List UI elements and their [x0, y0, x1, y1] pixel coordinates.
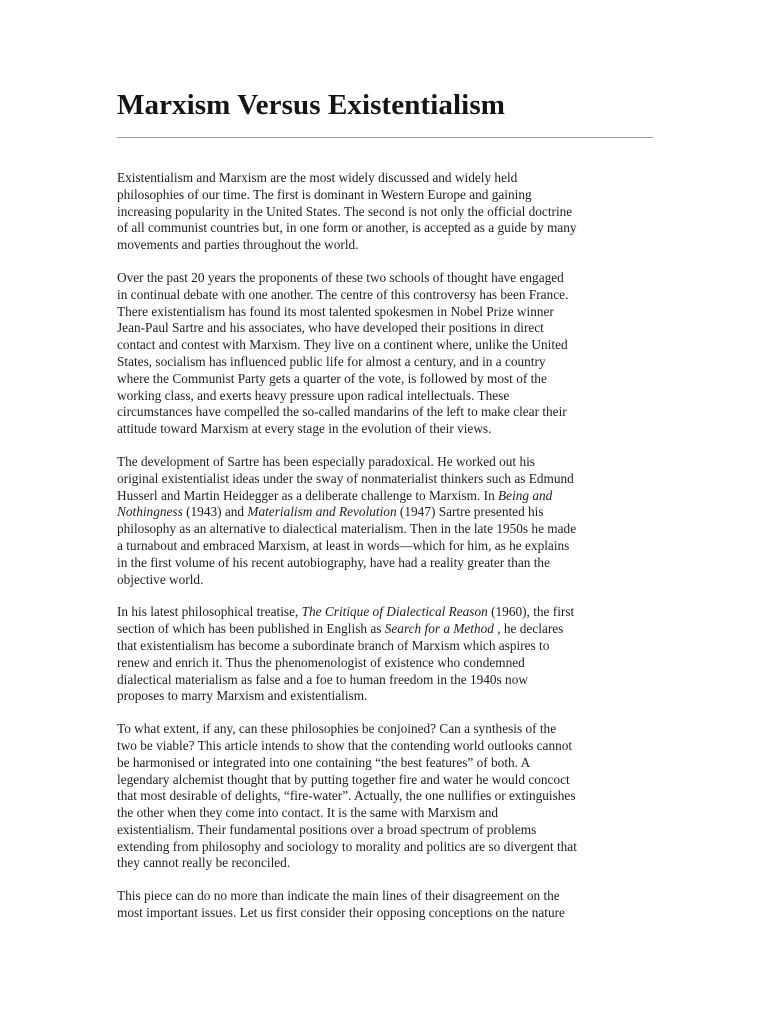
text-line — [117, 721, 662, 738]
text-line — [117, 839, 662, 856]
text-line — [117, 354, 662, 371]
text-line — [117, 388, 662, 405]
text-line — [117, 371, 662, 388]
paragraph-4 — [117, 604, 662, 705]
text-line — [117, 638, 662, 655]
text-line — [117, 287, 662, 304]
text-segment: dialectical materialism as false and a foe to human freedom in the 1940s now — [117, 671, 528, 687]
text-line — [117, 621, 662, 638]
text-segment: existentialism. Their fundamental positions over a broad spectrum of problems — [117, 821, 537, 837]
text-segment: working class, and exerts heavy pressure upon radical intellectuals. These — [117, 387, 510, 403]
text-segment: in the first volume of his recent autobiography, have had a reality greater than the — [117, 554, 550, 570]
text-segment: most important issues. Let us first consider their opposing conceptions on the nature — [117, 905, 565, 921]
text-segment: philosophy as an alternative to dialectical materialism. Then in the late 1950s he made — [117, 521, 577, 537]
text-segment: attitude toward Marxism at every stage in the evolution of their views. — [117, 421, 492, 437]
text-line — [117, 237, 662, 254]
text-segment: legendary alchemist thought that by putting together fire and water he would concoct — [117, 771, 570, 787]
text-line — [117, 337, 662, 354]
text-line — [117, 805, 662, 822]
text-line — [117, 572, 662, 589]
italic-title-text: Nothingness — [117, 504, 183, 520]
italic-title-text: Materialism and Revolution — [247, 504, 397, 520]
text-segment: Over the past 20 years the proponents of these two schools of thought have engaged — [117, 269, 564, 285]
text-line — [117, 304, 662, 321]
text-segment: circumstances have compelled the so-called mandarins of the left to make clear their — [117, 404, 567, 420]
text-line — [117, 187, 662, 204]
text-line — [117, 421, 662, 438]
document-body — [117, 170, 662, 938]
paragraph-5 — [117, 721, 662, 872]
text-segment: of all communist countries but, in one form or another, is accepted as a guide by many — [117, 220, 577, 236]
italic-title-text: Search for a Method — [384, 621, 494, 637]
paragraph-2 — [117, 270, 662, 438]
text-line — [117, 688, 662, 705]
text-line — [117, 905, 662, 922]
paragraph-1 — [117, 170, 662, 254]
text-segment: Existentialism and Marxism are the most widely discussed and widely held — [117, 170, 518, 185]
text-line — [117, 488, 662, 505]
text-segment: where the Communist Party gets a quarter of the vote, is followed by most of the — [117, 370, 547, 386]
text-segment: Husserl and Martin Heidegger as a deliberate challenge to Marxism. In — [117, 487, 499, 503]
text-line — [117, 672, 662, 689]
text-segment: (1947) Sartre presented his — [396, 504, 544, 520]
text-line — [117, 738, 662, 755]
text-line — [117, 170, 662, 187]
text-line — [117, 454, 662, 471]
text-line — [117, 555, 662, 572]
document-title: Marxism Versus Existentialism — [117, 89, 505, 121]
text-segment: , he declares — [493, 621, 564, 637]
text-line — [117, 270, 662, 287]
text-line — [117, 220, 662, 237]
text-line — [117, 655, 662, 672]
text-segment: movements and parties throughout the world. — [117, 237, 359, 253]
text-segment: proposes to marry Marxism and existentialism. — [117, 688, 368, 704]
text-segment: There existentialism has found its most talented spokesmen in Nobel Prize winner — [117, 303, 554, 319]
text-line — [117, 320, 662, 337]
text-segment: In his latest philosophical treatise, — [117, 604, 302, 620]
text-line — [117, 504, 662, 521]
text-line — [117, 538, 662, 555]
text-segment: objective world. — [117, 571, 204, 587]
text-segment: contact and contest with Marxism. They live on a continent where, unlike the United — [117, 337, 568, 353]
text-line — [117, 788, 662, 805]
text-segment: section of which has been published in English as — [117, 621, 385, 637]
text-line — [117, 471, 662, 488]
text-segment: The development of Sartre has been especially paradoxical. He worked out his — [117, 453, 535, 469]
text-line — [117, 822, 662, 839]
text-segment: be harmonised or integrated into one containing “the best features” of both. A — [117, 754, 531, 770]
text-segment: (1960), the first — [487, 604, 575, 620]
text-segment: Jean-Paul Sartre and his associates, who have developed their positions in direct — [117, 320, 544, 336]
italic-title-text: The Critique of Dialectical Reason — [301, 604, 488, 620]
text-segment: This piece can do no more than indicate the main lines of their disagreement on the — [117, 888, 560, 904]
text-segment: that existentialism has become a subordinate branch of Marxism which aspires to — [117, 637, 550, 653]
text-segment: To what extent, if any, can these philosophies be conjoined? Can a synthesis of the — [117, 721, 557, 737]
text-line — [117, 888, 662, 905]
text-segment: original existentialist ideas under the sway of nonmaterialist thinkers such as Edmund — [117, 470, 574, 486]
text-segment: they cannot really be reconciled. — [117, 855, 291, 871]
text-segment: the other when they come into contact. It is the same with Marxism and — [117, 805, 499, 821]
text-segment: in continual debate with one another. The centre of this controversy has been France. — [117, 286, 569, 302]
text-line — [117, 404, 662, 421]
paragraph-6 — [117, 888, 662, 922]
text-segment: philosophies of our time. The first is dominant in Western Europe and gaining — [117, 186, 532, 202]
paragraph-3 — [117, 454, 662, 588]
italic-title-text: Being and — [498, 487, 553, 503]
text-segment: that most desirable of delights, “fire-water”. Actually, the one nullifies or extinguishes — [117, 788, 576, 804]
text-line — [117, 204, 662, 221]
text-segment: two be viable? This article intends to show that the contending world outlooks cannot — [117, 737, 573, 753]
text-segment: (1943) and — [182, 504, 248, 520]
text-segment: States, socialism has influenced public life for almost a century, and in a country — [117, 353, 546, 369]
text-line — [117, 772, 662, 789]
text-segment: renew and enrich it. Thus the phenomenologist of existence who condemned — [117, 654, 525, 670]
text-segment: extending from philosophy and sociology to morality and politics are so divergent that — [117, 838, 577, 854]
title-divider — [117, 137, 653, 138]
text-segment: increasing popularity in the United States. The second is not only the official doctrine — [117, 203, 573, 219]
text-segment: a turnabout and embraced Marxism, at least in words—which for him, as he explains — [117, 537, 570, 553]
text-line — [117, 755, 662, 772]
text-line — [117, 604, 662, 621]
text-line — [117, 855, 662, 872]
text-line — [117, 521, 662, 538]
